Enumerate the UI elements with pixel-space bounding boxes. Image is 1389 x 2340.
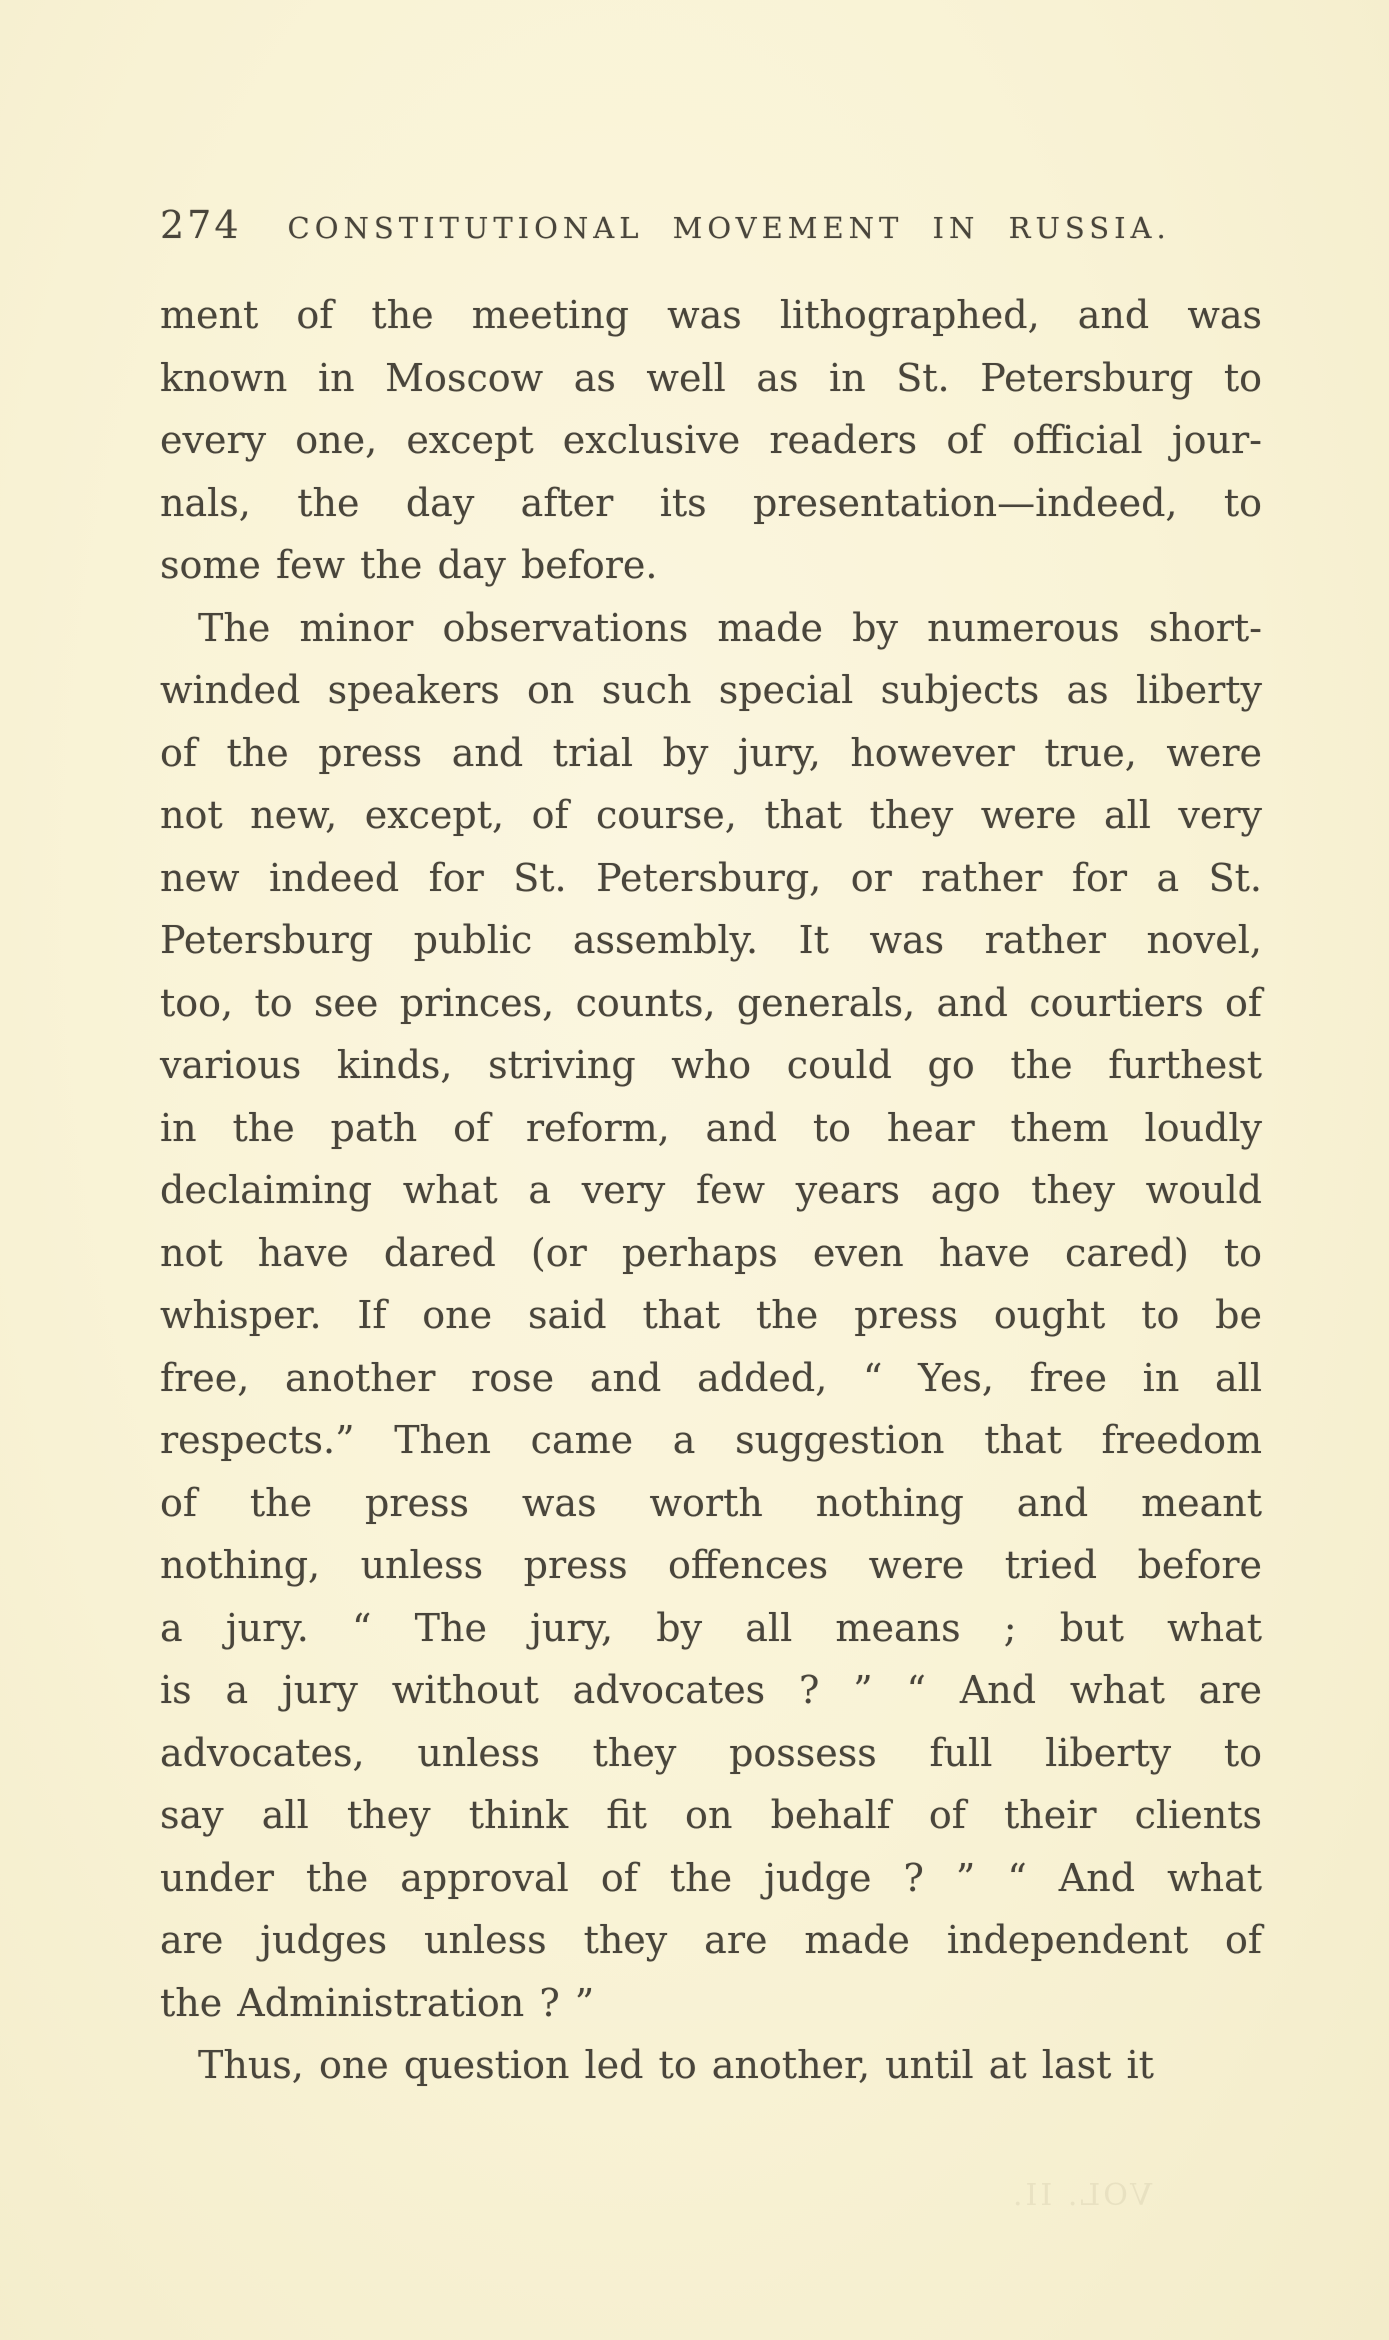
text-line: nothing, unless press offences were tried before	[160, 1543, 1262, 1587]
text-line: Thus, one question led to another, until at last it	[198, 2043, 1154, 2087]
body-text-block	[160, 284, 1262, 2097]
text-line: The minor observations made by numerous short-	[198, 605, 1262, 650]
text-line: free, another rose and added, “ Yes, free in all	[160, 1355, 1262, 1400]
text-line: respects.” Then came a suggestion that freedom	[160, 1418, 1262, 1462]
running-head-title: CONSTITUTIONAL MOVEMENT IN RUSSIA.	[287, 211, 1171, 245]
text-line: of the press and trial by jury, however true, were	[160, 730, 1262, 775]
text-line: in the path of reform, and to hear them loudly	[160, 1105, 1262, 1150]
text-line: too, to see princes, counts, generals, and courtiers of	[160, 980, 1262, 1025]
text-line: ment of the meeting was lithographed, and was	[160, 293, 1262, 337]
text-line: whisper. If one said that the press ought to be	[160, 1293, 1262, 1337]
text-line: under the approval of the judge ? ” “ And what	[160, 1855, 1262, 1900]
text-line: new indeed for St. Petersburg, or rather for a St.	[160, 855, 1262, 900]
text-line: a jury. “ The jury, by all means ; but what	[160, 1605, 1262, 1650]
text-line: are judges unless they are made independent of	[160, 1918, 1262, 1962]
text-line: every one, except exclusive readers of official jour-	[160, 418, 1262, 462]
text-line: is a jury without advocates ? ” “ And what are	[160, 1668, 1262, 1712]
text-line: advocates, unless they possess full liberty to	[160, 1730, 1262, 1775]
text-line: Petersburg public assembly. It was rather novel,	[160, 918, 1262, 962]
text-line: say all they think fit on behalf of their clients	[160, 1793, 1262, 1837]
page-number: 274	[160, 203, 242, 247]
text-line: of the press was worth nothing and meant	[160, 1480, 1262, 1525]
text-line: not have dared (or perhaps even have cared) to	[160, 1230, 1262, 1275]
text-line: winded speakers on such special subjects as liberty	[160, 668, 1262, 712]
text-line: the Administration ? ”	[160, 1980, 595, 2025]
running-head	[160, 203, 1262, 247]
text-line: some few the day before.	[160, 543, 658, 587]
text-line: nals, the day after its presentation—indeed, to	[160, 480, 1262, 525]
text-line: not new, except, of course, that they were all very	[160, 793, 1262, 837]
showthrough-ghost-text: VOL. II.	[1010, 2178, 1152, 2213]
text-line: known in Moscow as well as in St. Petersburg to	[160, 355, 1262, 400]
text-line: declaiming what a very few years ago they would	[160, 1168, 1262, 1212]
text-line: various kinds, striving who could go the furthest	[160, 1043, 1262, 1087]
